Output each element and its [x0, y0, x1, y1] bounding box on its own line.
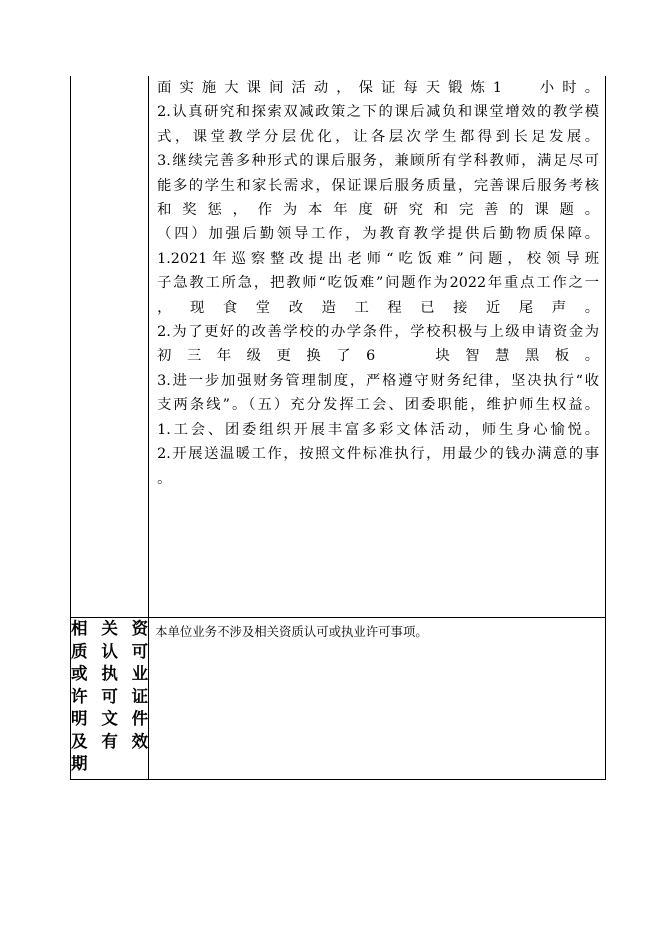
permit-label-line: 或执业: [71, 664, 149, 683]
permit-row: [71, 618, 606, 780]
work-plan-line: 1.2021年巡察整改提出老师“吃饭难”问题，校领导班: [157, 250, 599, 267]
permit-text: 本单位业务不涉及相关资质认可或执业许可事项。: [155, 624, 428, 639]
permit-content-cell: [149, 618, 606, 780]
report-table: [70, 76, 606, 780]
permit-label-cell: [71, 618, 149, 780]
permit-label-line: 明文件: [71, 709, 149, 728]
work-plan-line: 2.为了更好的改善学校的办学条件，学校积极与上级申请资金为: [157, 324, 599, 341]
work-plan-line: 子急教工所急，把教师“吃饭难”问题作为2022年重点工作之一: [157, 275, 599, 292]
permit-label-line: 相关资: [71, 619, 149, 638]
work-plan-line: 和奖惩，作为本年度研究和完善的课题。: [157, 202, 599, 219]
work-plan-line: 2.开展送温暖工作，按照文件标准执行，用最少的钱办满意的事: [157, 446, 599, 463]
work-plan-line: 3.继续完善多种形式的课后服务，兼顾所有学科教师，满足尽可: [157, 153, 599, 170]
permit-label-line: 及有效: [71, 731, 149, 751]
work-plan-body: [149, 76, 605, 617]
work-plan-line: 初三年级更换了6 块智慧黑板。: [157, 348, 599, 365]
work-plan-content-cell: [149, 76, 606, 618]
permit-label-line: 许可证: [71, 686, 149, 706]
work-plan-line: 式，课堂教学分层优化，让各层次学生都得到长足发展。: [157, 128, 599, 145]
work-plan-line: 1.工会、团委组织开展丰富多彩文体活动，师生身心愉悦。: [157, 421, 599, 438]
permit-label-line: 期: [71, 754, 88, 773]
work-plan-line: 。: [157, 470, 172, 487]
work-plan-row: [71, 76, 606, 618]
permit-label-line: 质认可: [71, 641, 149, 661]
work-plan-line: 能多的学生和家长需求，保证课后服务质量，完善课后服务考核: [157, 177, 599, 194]
work-plan-line: （四）加强后勤领导工作，为教育教学提供后勤物质保障。: [157, 226, 599, 243]
work-plan-line: 3.进一步加强财务管理制度，严格遵守财务纪律，坚决执行“收: [157, 372, 599, 389]
work-plan-label-cell: [71, 76, 149, 618]
work-plan-line: 面实施大课间活动，保证每天锻炼1 小时。: [157, 80, 599, 96]
work-plan-line: 支两条线”。（五）充分发挥工会、团委职能，维护师生权益。: [157, 397, 599, 414]
work-plan-line: 2.认真研究和探索双减政策之下的课后减负和课堂增效的教学模: [157, 104, 599, 121]
work-plan-line: ，现食堂改造工程已接近尾声。: [157, 299, 599, 316]
